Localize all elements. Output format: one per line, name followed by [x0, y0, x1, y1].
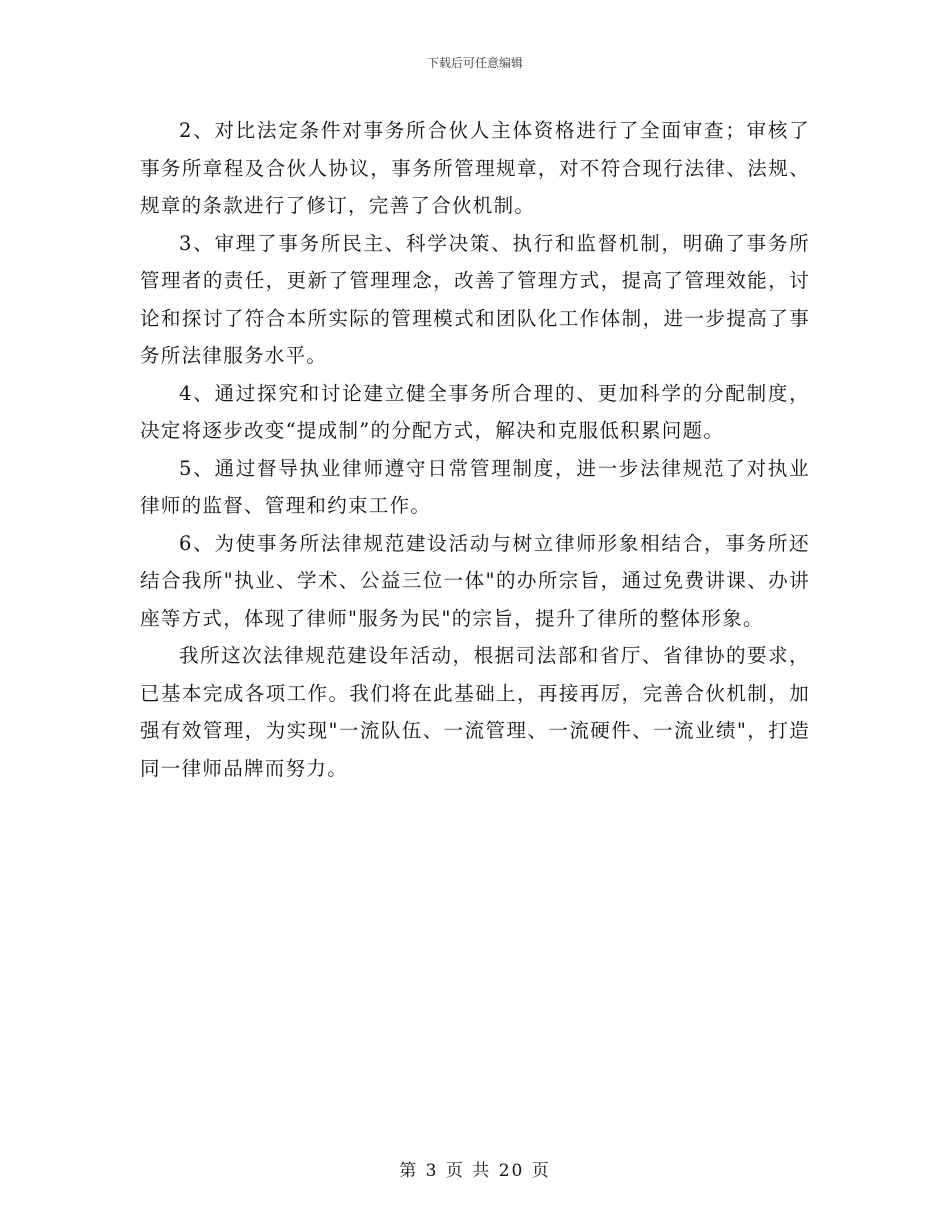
header-note: 下载后可任意编辑	[426, 56, 523, 70]
paragraph-item-4: 4、通过探究和讨论建立健全事务所合理的、更加科学的分配制度，决定将逐步改变“提成制”的分配方式，解决和克服低积累问题。	[140, 381, 810, 442]
paragraph-item-6: 6、为使事务所法律规范建设活动与树立律师形象相结合，事务所还结合我所"执业、学术、公益三位一体"的办所宗旨，通过免费讲课、办讲座等方式，体现了律师"服务为民"的宗旨，提升了律所的整体形象。	[140, 531, 810, 630]
paragraph-item-2: 2、对比法定条件对事务所合伙人主体资格进行了全面审查；审核了事务所章程及合伙人协议，事务所管理规章，对不符合现行法律、法规、规章的条款进行了修订，完善了合伙机制。	[140, 119, 810, 217]
page-number-footer: 第 3 页 共 20 页	[399, 1161, 551, 1181]
document-body	[140, 112, 810, 787]
paragraph-item-3: 3、审理了事务所民主、科学决策、执行和监督机制，明确了事务所管理者的责任，更新了管理理念，改善了管理方式，提高了管理效能，讨论和探讨了符合本所实际的管理模式和团队化工作体制，进一步提高了事务所法律服务水平。	[140, 231, 810, 367]
paragraph-item-5: 5、通过督导执业律师遵守日常管理制度，进一步法律规范了对执业律师的监督、管理和约束工作。	[140, 456, 810, 517]
paragraph-summary: 我所这次法律规范建设年活动，根据司法部和省厅、省律协的要求，已基本完成各项工作。我们将在此基础上，再接再厉，完善合伙机制，加强有效管理，为实现"一流队伍、一流管理、一流硬件、一流业绩"，打造同一律师品牌而努力。	[140, 644, 810, 780]
